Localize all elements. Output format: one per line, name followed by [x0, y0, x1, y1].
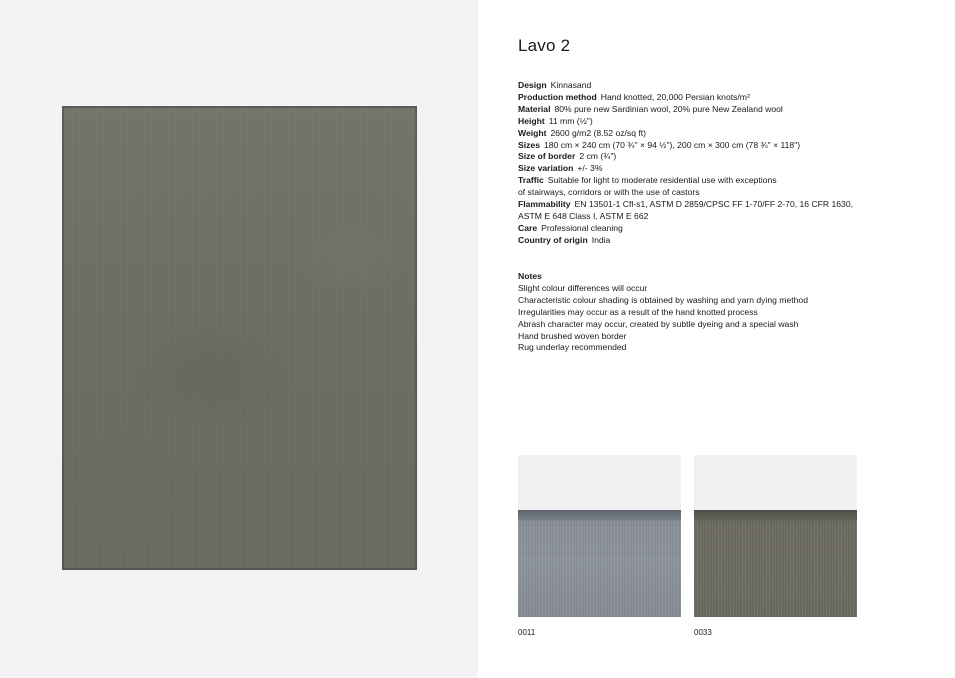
note-item: Characteristic colour shading is obtained by washing and yarn dying method: [518, 294, 808, 305]
note-item: Rug underlay recommended: [518, 342, 627, 353]
notes-title: Notes: [518, 271, 542, 281]
spec-value: 180 cm × 240 cm (70 ¾" × 94 ½"), 200 cm × 300 cm (78 ¾" × 118"): [543, 139, 801, 150]
spec-label: Size of border: [518, 151, 576, 162]
note-item: Abrash character may occur, created by subtle dyeing and a special wash: [518, 318, 799, 329]
spec-label: Country of origin: [518, 234, 588, 245]
spec-value: 11 mm (½"): [548, 115, 593, 126]
notes-section: [518, 271, 918, 354]
note-item: Hand brushed woven border: [518, 330, 627, 341]
spec-label: Sizes: [518, 139, 540, 150]
spec-label: Size variation: [518, 163, 574, 174]
spec-label: Material: [518, 103, 551, 114]
spec-value: 2 cm (¾"): [579, 151, 617, 162]
spec-value: Suitable for light to moderate residential use with exceptions: [547, 175, 777, 186]
spec-care: [518, 223, 918, 235]
swatch-0011-image: [518, 455, 681, 617]
product-title: Lavo 2: [518, 36, 571, 55]
spec-label: Design: [518, 80, 547, 90]
spec-traffic: [518, 175, 918, 187]
spec-height: [518, 116, 918, 128]
spec-list: [518, 80, 918, 247]
spec-label: Height: [518, 115, 545, 126]
spec-sizes: [518, 140, 918, 152]
spec-weight: [518, 128, 918, 140]
note-item: Slight colour differences will occur: [518, 282, 648, 293]
spec-traffic-continuation: of stairways, corridors or with the use of castors: [518, 187, 700, 198]
spec-value: Hand knotted, 20,000 Persian knots/m²: [600, 91, 750, 102]
spec-value: India: [591, 234, 611, 245]
spec-label: Traffic: [518, 175, 544, 186]
spec-value: 2600 g/m2 (8.52 oz/sq ft): [550, 127, 647, 138]
swatch-code-0011: 0011: [518, 628, 536, 637]
spec-label: Weight: [518, 127, 547, 138]
spec-label: Flammability: [518, 199, 571, 210]
spec-flammability-continuation: ASTM E 648 Class I, ASTM E 662: [518, 210, 649, 221]
spec-size-variation: [518, 163, 918, 175]
rug-image: [62, 106, 417, 570]
spec-value: Kinnasand: [550, 80, 592, 90]
swatch-fabric: [518, 510, 681, 617]
note-item: Irregularities may occur as a result of the hand knotted process: [518, 306, 758, 317]
spec-size-of-border: [518, 151, 918, 163]
spec-production-method: [518, 92, 918, 104]
spec-material: [518, 104, 918, 116]
spec-flammability: [518, 199, 918, 211]
product-details-panel: [478, 0, 955, 678]
spec-value: EN 13501-1 Cfl-s1, ASTM D 2859/CPSC FF 1-70/FF 2-70, 16 CFR 1630,: [574, 199, 853, 210]
swatch-fabric: [694, 510, 857, 617]
swatch-0033-image: [694, 455, 857, 617]
spec-value: 80% pure new Sardinian wool, 20% pure New Zealand wool: [554, 103, 783, 114]
spec-label: Care: [518, 222, 538, 233]
spec-country-of-origin: [518, 235, 918, 247]
spec-value: Professional cleaning: [541, 222, 623, 233]
spec-value: +/- 3%: [577, 163, 603, 174]
swatch-code-0033: 0033: [694, 628, 712, 637]
spec-label: Production method: [518, 91, 597, 102]
spec-design: [518, 80, 918, 92]
